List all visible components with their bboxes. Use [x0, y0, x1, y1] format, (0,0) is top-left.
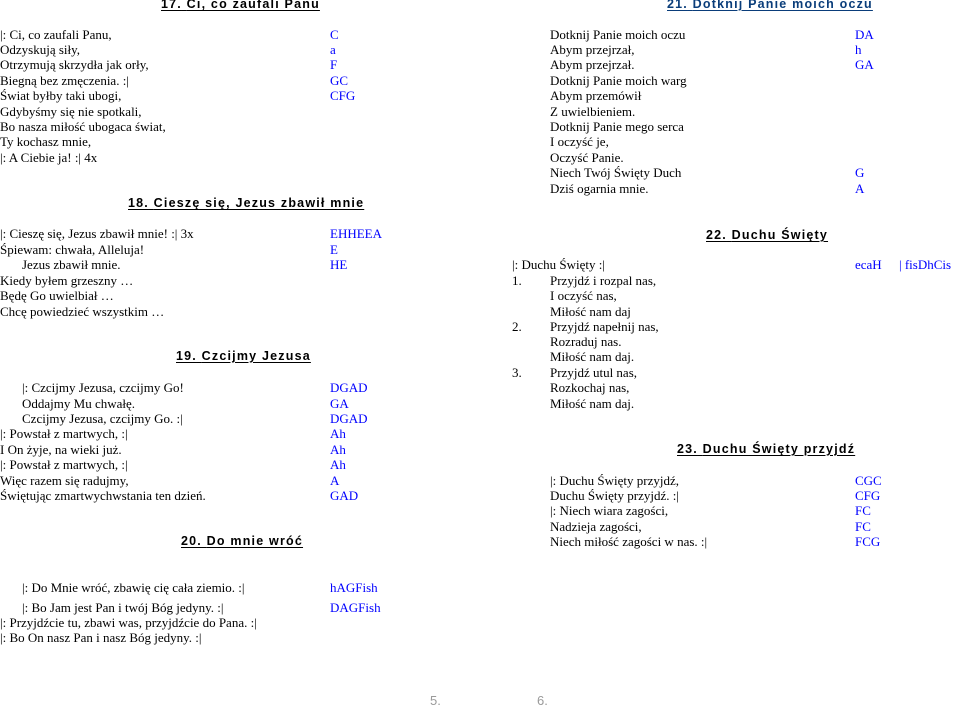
chord: a — [330, 42, 336, 57]
lyric-line: |: Czcijmy Jezusa, czcijmy Go! — [22, 380, 184, 395]
chord: Ah — [330, 426, 346, 441]
lyric-line: Gdybyśmy się nie spotkali, — [0, 104, 142, 119]
lyric-line: I oczyść je, — [550, 134, 609, 149]
page-number-left: 5. — [430, 693, 441, 708]
chord: FCG — [855, 534, 881, 549]
chord: F — [330, 57, 338, 72]
chord: CFG — [330, 88, 356, 103]
lyric-line: Abym przemówił — [550, 88, 642, 103]
lyric-line: Dotknij Panie moich warg — [550, 73, 687, 88]
lyric-line: Ty kochasz mnie, — [0, 134, 92, 149]
chord: HE — [330, 257, 348, 272]
chord: h — [855, 42, 862, 57]
lyric-line: Rozkochaj nas, — [550, 380, 630, 395]
lyric-line: Bo nasza miłość ubogaca świat, — [0, 119, 166, 134]
chord: GAD — [330, 488, 359, 503]
lyric-line: Świętując zmartwychwstania ten dzień. — [0, 488, 206, 503]
lyric-line: Będę Go uwielbiał … — [0, 288, 114, 303]
lyric-line: Przyjdź napełnij nas, — [550, 319, 659, 334]
song-title: 20. Do mnie wróć — [181, 534, 304, 548]
chord: ecaH — [855, 257, 882, 272]
lyric-line: Jezus zbawił mnie. — [22, 257, 121, 272]
lyric-line: Rozraduj nas. — [550, 334, 622, 349]
lyric-line: |: Powstał z martwych, :| — [0, 457, 128, 472]
lyric-line: Kiedy byłem grzeszny … — [0, 273, 134, 288]
lyric-line: Niech Twój Święty Duch — [550, 165, 682, 180]
song-title: 19. Czcijmy Jezusa — [176, 349, 311, 363]
song-title: 18. Cieszę się, Jezus zbawił mnie — [128, 196, 365, 210]
chord: GC — [330, 73, 349, 88]
chord: C — [330, 27, 339, 42]
chord: EHHEEA — [330, 226, 382, 241]
lyric-line: |: Niech wiara zagości, — [550, 503, 669, 518]
chord: FC — [855, 503, 871, 518]
lyric-line: Miłość nam daj. — [550, 396, 635, 411]
chord: FC — [855, 519, 871, 534]
lyric-line: |: Do Mnie wróć, zbawię cię cała ziemio. :| — [22, 580, 245, 595]
lyric-line: Dotknij Panie moich oczu — [550, 27, 686, 42]
lyric-line: |: A Ciebie ja! :| 4x — [0, 150, 98, 165]
chord: | fisDhCis — [899, 257, 952, 272]
verse-number: 2. — [512, 319, 522, 334]
lyric-line: |: Przyjdźcie tu, zbawi was, przyjdźcie do Pana. :| — [0, 615, 257, 630]
lyric-line: Odzyskują siły, — [0, 42, 81, 57]
lyric-line: Z uwielbieniem. — [550, 104, 636, 119]
lyric-line: Miłość nam daj — [550, 304, 631, 319]
lyric-line: |: Duchu Święty przyjdź, — [550, 473, 679, 488]
lyric-line: Abym przejrzał, — [550, 42, 635, 57]
lyric-line: Abym przejrzał. — [550, 57, 635, 72]
chord: CFG — [855, 488, 881, 503]
chord: CGC — [855, 473, 882, 488]
chord: DGAD — [330, 411, 368, 426]
song-title: 17. Ci, co zaufali Panu — [161, 0, 320, 11]
lyric-line: |: Bo On nasz Pan i nasz Bóg jedyny. :| — [0, 630, 202, 645]
lyric-line: Otrzymują skrzydła jak orły, — [0, 57, 149, 72]
lyric-line: Oddajmy Mu chwałę. — [22, 396, 136, 411]
verse-number: 3. — [512, 365, 522, 380]
chord: E — [330, 242, 338, 257]
lyric-line: Przyjdź utul nas, — [550, 365, 638, 380]
lyric-line: I oczyść nas, — [550, 288, 617, 303]
lyric-line: Miłość nam daj. — [550, 349, 635, 364]
lyric-line: |: Duchu Święty :| — [512, 257, 605, 272]
chord: A — [855, 181, 865, 196]
lyric-line: Niech miłość zagości w nas. :| — [550, 534, 708, 549]
lyric-line: |: Cieszę się, Jezus zbawił mnie! :| 3x — [0, 226, 194, 241]
chord: GA — [855, 57, 874, 72]
lyric-line: Świat byłby taki ubogi, — [0, 88, 122, 103]
chord: DGAD — [330, 380, 368, 395]
lyric-line: Chcę powiedzieć wszystkim … — [0, 304, 165, 319]
song-title: 21. Dotknij Panie moich oczu — [667, 0, 873, 11]
chord: Ah — [330, 457, 346, 472]
chord: GA — [330, 396, 349, 411]
lyric-line: Więc razem się radujmy, — [0, 473, 129, 488]
chord: Ah — [330, 442, 346, 457]
lyric-line: |: Bo Jam jest Pan i twój Bóg jedyny. :| — [22, 600, 224, 615]
lyric-line: |: Powstał z martwych, :| — [0, 426, 128, 441]
lyric-line: Nadzieja zagości, — [550, 519, 642, 534]
lyric-line: Duchu Święty przyjdź. :| — [550, 488, 679, 503]
page-number-right: 6. — [537, 693, 548, 708]
lyric-line: Śpiewam: chwała, Alleluja! — [0, 242, 145, 257]
lyric-line: Dziś ogarnia mnie. — [550, 181, 649, 196]
song-title: 23. Duchu Święty przyjdź — [677, 442, 856, 456]
chord: DA — [855, 27, 874, 42]
lyric-line: I On żyje, na wieki już. — [0, 442, 122, 457]
lyric-line: Oczyść Panie. — [550, 150, 624, 165]
lyric-line: Czcijmy Jezusa, czcijmy Go. :| — [22, 411, 183, 426]
chord: DAGFish — [330, 600, 381, 615]
lyric-line: Biegną bez zmęczenia. :| — [0, 73, 129, 88]
lyric-line: |: Ci, co zaufali Panu, — [0, 27, 112, 42]
chord: G — [855, 165, 865, 180]
lyric-line: Dotknij Panie mego serca — [550, 119, 684, 134]
chord: A — [330, 473, 340, 488]
chord: hAGFish — [330, 580, 378, 595]
song-title: 22. Duchu Święty — [706, 228, 829, 242]
lyric-line: Przyjdź i rozpal nas, — [550, 273, 657, 288]
verse-number: 1. — [512, 273, 522, 288]
